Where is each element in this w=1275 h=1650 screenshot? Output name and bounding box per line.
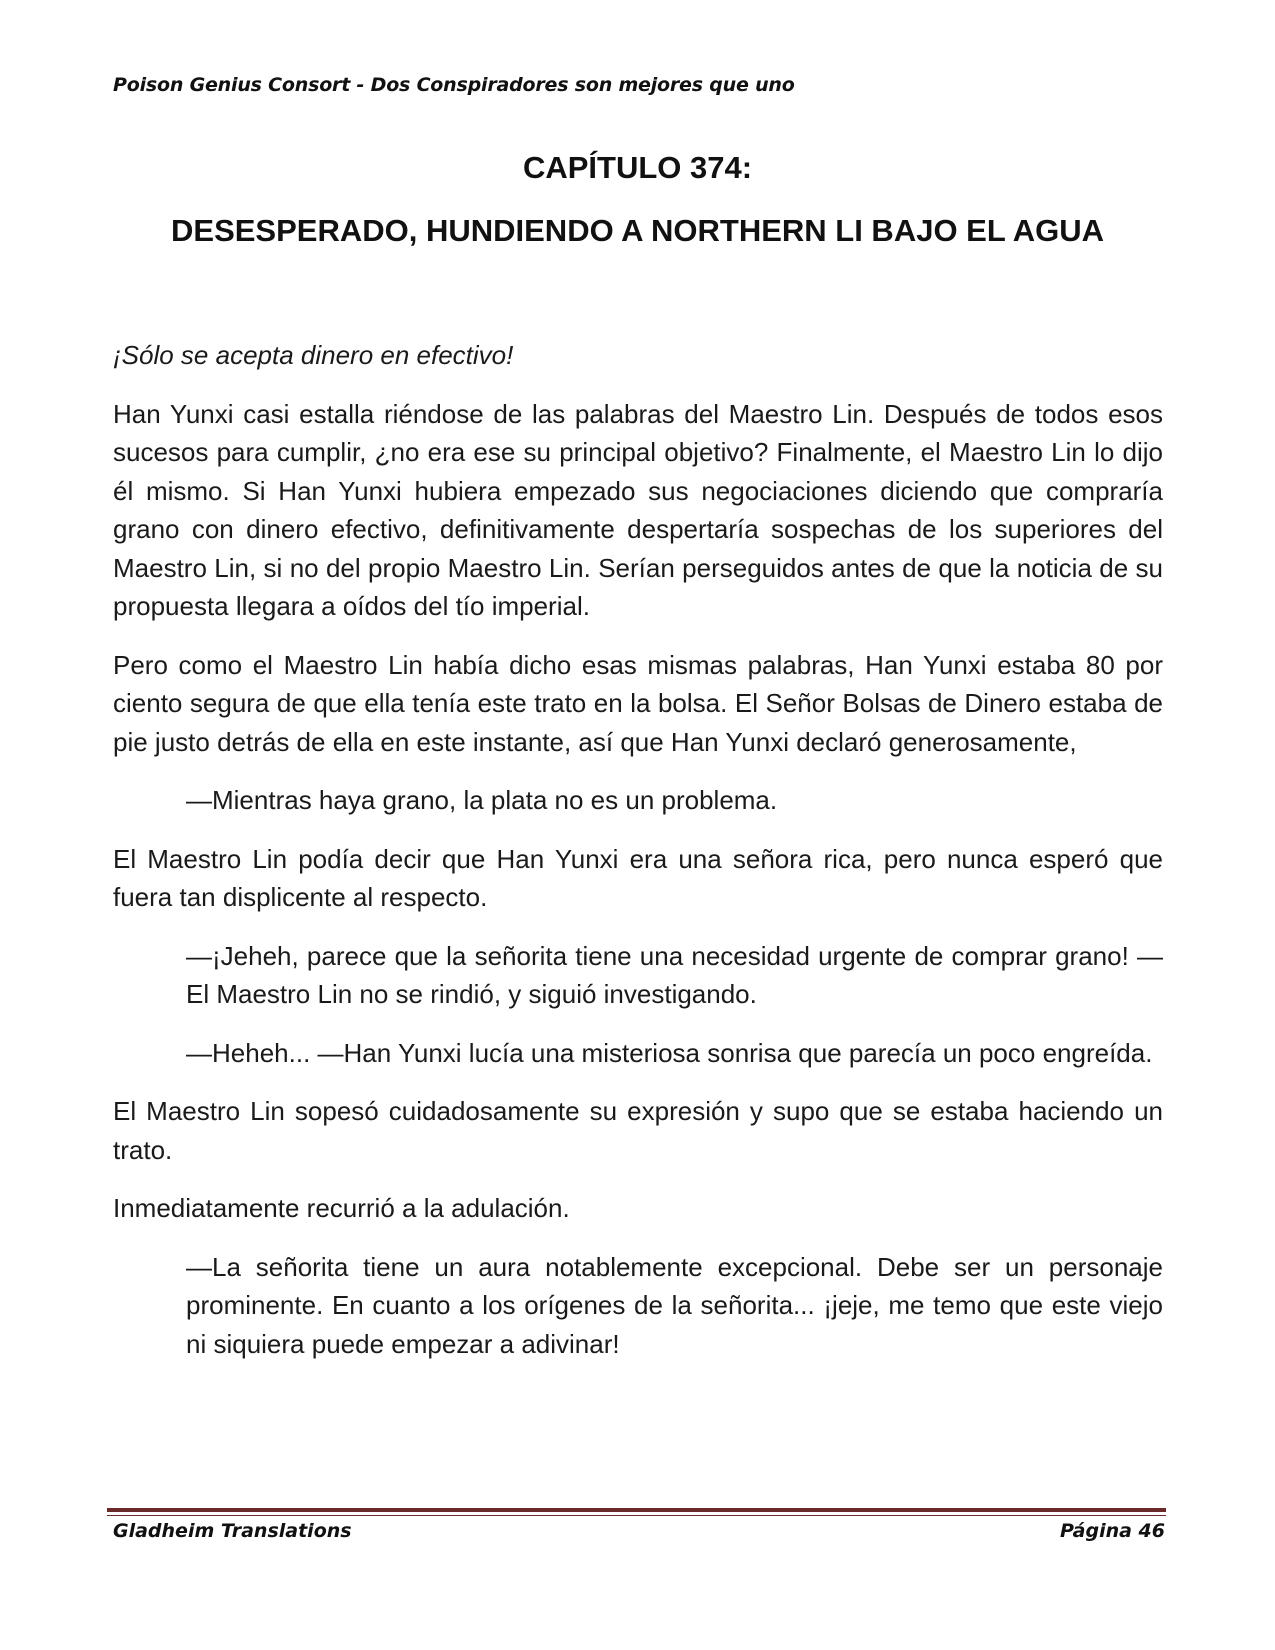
chapter-title: DESESPERADO, HUNDIENDO A NORTHERN LI BAJO EL AGUA [171, 213, 1104, 248]
footer-publisher: Gladheim Translations [113, 1520, 352, 1542]
footer-page-number: Página 46 [1059, 1520, 1165, 1542]
dialogue-paragraph: —Mientras haya grano, la plata no es un problema. [186, 785, 778, 815]
paragraph: Pero como el Maestro Lin había dicho esas mismas palabras, Han Yunxi estaba 80 por ciento segura de que ella tenía este trato en la bolsa. El Señor Bolsas de Dinero estaba de pie justo detrás de ella en este instante, así que Han Yunxi declaró generosamente, [113, 649, 1163, 757]
paragraph: El Maestro Lin podía decir que Han Yunxi era una señora rica, pero nunca esperó que fuera tan displicente al respecto. [113, 843, 1163, 912]
dialogue-paragraph: —¡Jeheh, parece que la señorita tiene una necesidad urgente de comprar grano! —El Maestro Lin no se rindió, y siguió investigando. [186, 940, 1163, 1009]
paragraph: Inmediatamente recurrió a la adulación. [113, 1193, 570, 1223]
body-text [113, 336, 1163, 1383]
paragraph: ¡Sólo se acepta dinero en efectivo! [113, 340, 514, 370]
dialogue-paragraph: —Heheh... —Han Yunxi lucía una misteriosa sonrisa que parecía un poco engreída. [186, 1037, 1153, 1068]
dialogue-paragraph: —La señorita tiene un aura notablemente excepcional. Debe ser un personaje prominente. En cuanto a los orígenes de la señorita... ¡jeje, me temo que este viejo ni siquiera puede empezar a adivinar! [186, 1251, 1163, 1359]
footer-rule [107, 1508, 1166, 1516]
paragraph: Han Yunxi casi estalla riéndose de las palabras del Maestro Lin. Después de todos esos sucesos para cumplir, ¿no era ese su principal objetivo? Finalmente, el Maestro Lin lo dijo él mismo. Si Han Yunxi hubiera empezado sus negociaciones diciendo que compraría grano con dinero efectivo, definitivamente despertaría sospechas de los superiores del Maestro Lin, si no del propio Maestro Lin. Serían perseguidos antes de que la noticia de su propuesta llegara a oídos del tío imperial. [113, 398, 1163, 621]
footer-rule-thin [107, 1515, 1166, 1516]
running-header: Poison Genius Consort - Dos Conspiradores son mejores que uno [113, 74, 795, 96]
footer-rule-thick [107, 1508, 1166, 1512]
chapter-number: CAPÍTULO 374: [522, 150, 753, 185]
paragraph: El Maestro Lin sopesó cuidadosamente su expresión y supo que se estaba haciendo un trato. [113, 1096, 1163, 1165]
